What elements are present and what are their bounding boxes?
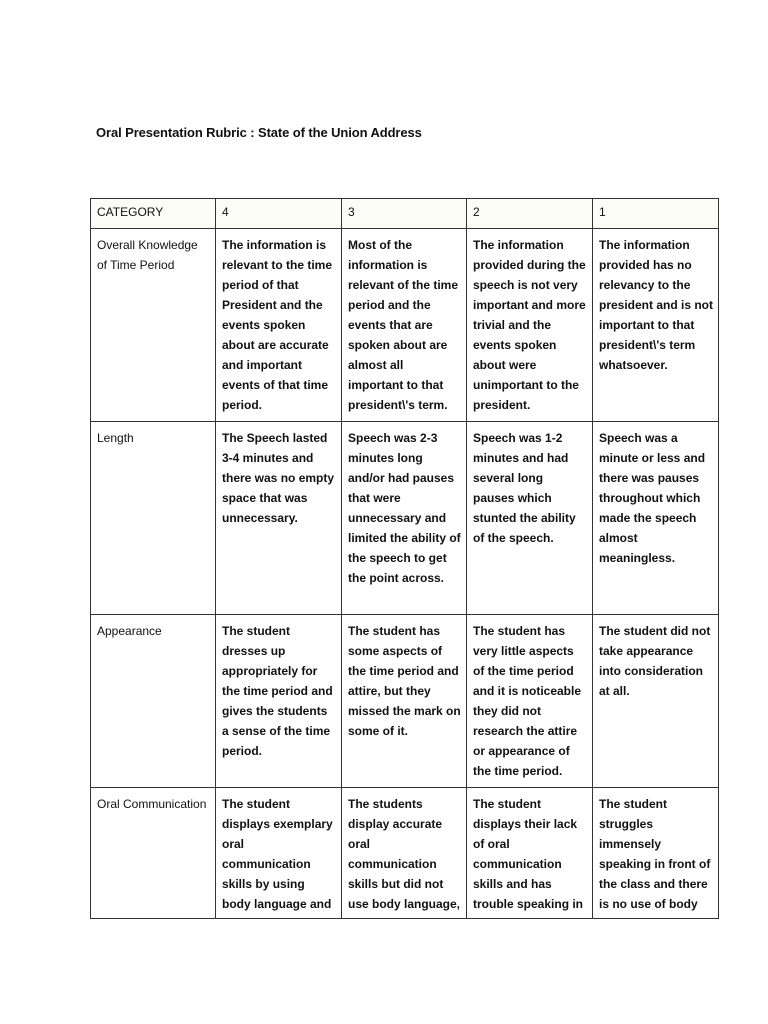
- cell-score-3: The student has some aspects of the time period and attire, but they missed the mark on some of it.: [342, 615, 467, 788]
- header-score-2: 2: [467, 199, 593, 229]
- header-category: CATEGORY: [91, 199, 216, 229]
- table-row: [91, 229, 719, 422]
- cell-score-2: Speech was 1-2 minutes and had several long pauses which stunted the ability of the speech.: [467, 422, 593, 615]
- cell-score-3: Most of the information is relevant of the time period and the events that are spoken about are almost all important to that president\'s term.: [342, 229, 467, 422]
- table-row: [91, 788, 719, 919]
- cell-score-4: The student dresses up appropriately for the time period and gives the students a sense of the time period.: [216, 615, 342, 788]
- cell-score-1: The student struggles immensely speaking in front of the class and there is no use of body: [593, 788, 719, 919]
- cell-score-3: The students display accurate oral communication skills but did not use body language,: [342, 788, 467, 919]
- header-score-4: 4: [216, 199, 342, 229]
- row-category: Overall Knowledge of Time Period: [91, 229, 216, 422]
- cell-score-2: The student displays their lack of oral communication skills and has trouble speaking in: [467, 788, 593, 919]
- row-category: Appearance: [91, 615, 216, 788]
- table-row: [91, 615, 719, 788]
- header-score-1: 1: [593, 199, 719, 229]
- row-category: Length: [91, 422, 216, 615]
- cell-score-1: The information provided has no relevancy to the president and is not important to that president\'s term whatsoever.: [593, 229, 719, 422]
- cell-score-2: The information provided during the speech is not very important and more trivial and the events spoken about were unimportant to the president.: [467, 229, 593, 422]
- table-header-row: [91, 199, 719, 229]
- rubric-table: [90, 198, 719, 919]
- row-category: Oral Communication: [91, 788, 216, 919]
- cell-score-1: Speech was a minute or less and there was pauses throughout which made the speech almost meaningless.: [593, 422, 719, 615]
- cell-score-3: Speech was 2-3 minutes long and/or had pauses that were unnecessary and limited the ability of the speech to get the point across.: [342, 422, 467, 615]
- cell-score-4: The student displays exemplary oral communication skills by using body language and: [216, 788, 342, 919]
- document-title: Oral Presentation Rubric : State of the Union Address: [96, 125, 422, 140]
- cell-score-4: The information is relevant to the time period of that President and the events spoken about are accurate and important events of that time period.: [216, 229, 342, 422]
- cell-score-4: The Speech lasted 3-4 minutes and there was no empty space that was unnecessary.: [216, 422, 342, 615]
- table-row: [91, 422, 719, 615]
- cell-score-1: The student did not take appearance into consideration at all.: [593, 615, 719, 788]
- header-score-3: 3: [342, 199, 467, 229]
- cell-score-2: The student has very little aspects of the time period and it is noticeable they did not research the attire or appearance of the time period.: [467, 615, 593, 788]
